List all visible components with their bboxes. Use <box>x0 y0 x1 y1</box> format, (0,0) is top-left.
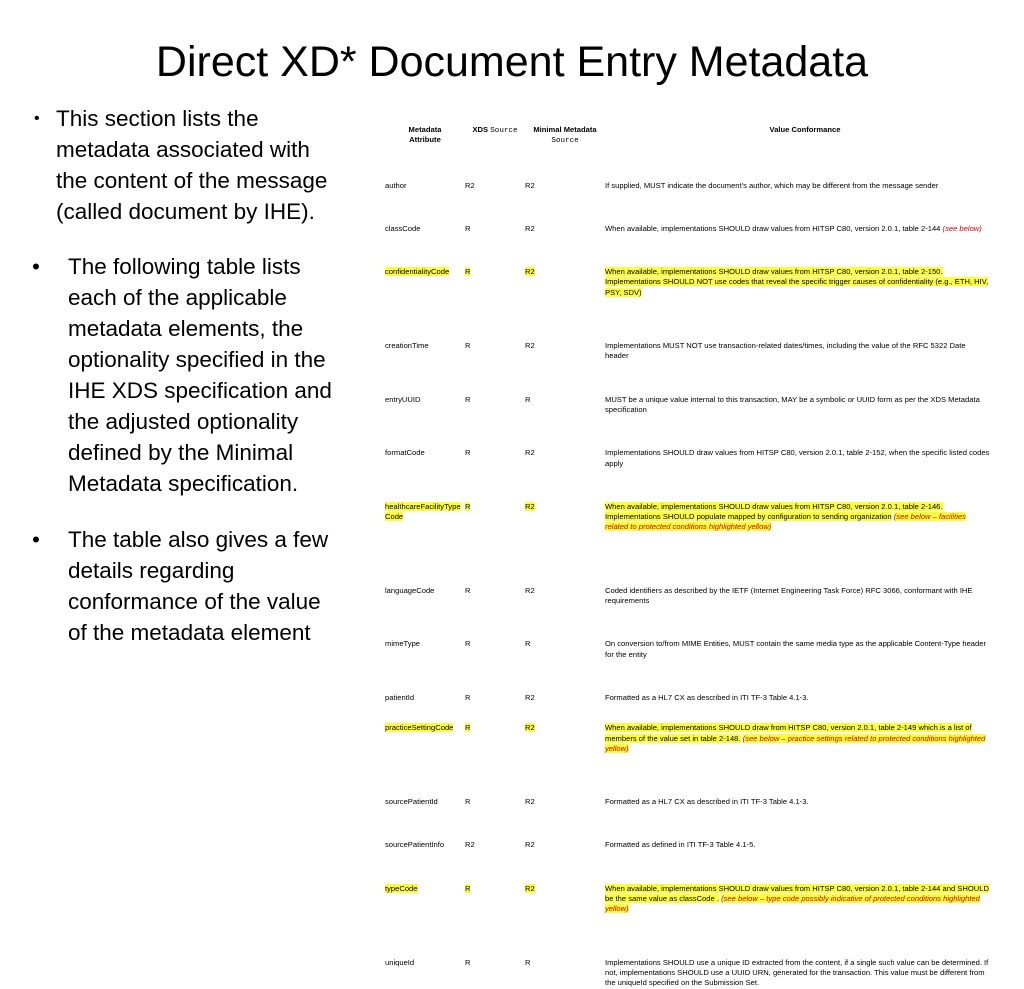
table-row <box>385 660 1005 703</box>
table-row <box>385 362 1005 416</box>
cell-minimal-source: R <box>525 394 531 404</box>
cell-xds-source: R <box>465 341 471 351</box>
cell-minimal-source: R <box>525 957 531 967</box>
conformance-text: Implementations SHOULD draw values from HITSP C80, version 2.0.1, table 2-152, when the specific listed codes apply <box>605 448 990 468</box>
cell-value-conformance <box>605 234 1005 298</box>
cell-value-conformance <box>605 415 1005 469</box>
cell-attribute: classCode <box>385 223 421 233</box>
header-value-conformance: Value Conformance <box>769 125 841 134</box>
table-row <box>385 754 1005 807</box>
cell-attribute: confidentialityCode <box>385 267 450 277</box>
bullet-glyph: • <box>34 110 40 127</box>
metadata-table-container <box>385 125 1010 989</box>
cell-minimal-source: R2 <box>525 501 535 511</box>
cell-value-conformance <box>605 533 1005 607</box>
table-body <box>385 157 1005 989</box>
cell-minimal-source: R2 <box>525 723 535 733</box>
cell-attribute: entryUUID <box>385 394 421 404</box>
cell-attribute: patientId <box>385 692 415 702</box>
conformance-text: When available, implementations SHOULD draw values from HITSP C80, version 2.0.1, table 2-146. Implementations SHOULD populate mapped by configuration to sending organization <box>605 501 943 522</box>
bullet-item <box>32 103 342 227</box>
table-row <box>385 157 1005 191</box>
cell-value-conformance <box>605 157 1005 191</box>
cell-attribute: practiceSettingCode <box>385 723 454 733</box>
bullet-text: The following table lists each of the applicable metadata elements, the optionality specified in the IHE XDS specification and the adjusted optionality defined by the Minimal Metadata specification. <box>68 254 332 496</box>
cell-attribute: formatCode <box>385 448 425 458</box>
cell-minimal-source: R2 <box>525 840 535 850</box>
cell-xds-source: R2 <box>465 180 475 190</box>
table-row <box>385 191 1005 234</box>
cell-xds-source: R2 <box>465 840 475 850</box>
table-row <box>385 415 1005 469</box>
table-row <box>385 915 1005 989</box>
conformance-note: (see below) <box>942 223 982 233</box>
cell-attribute: uniqueId <box>385 957 415 967</box>
slide-title: Direct XD* Document Entry Metadata <box>155 38 869 86</box>
cell-value-conformance <box>605 703 1005 754</box>
cell-attribute: sourcePatientInfo <box>385 840 445 850</box>
bullet-text: The table also gives a few details regarding conformance of the value of the metadata element <box>68 527 329 645</box>
conformance-text: MUST be a unique value internal to this transaction, MAY be a symbolic or UUID form as per the XDS Metadata specification <box>605 394 980 414</box>
cell-minimal-source: R2 <box>525 692 535 702</box>
table-row <box>385 606 1005 660</box>
cell-minimal-source: R2 <box>525 341 535 351</box>
conformance-text: When available, implementations SHOULD draw values from HITSP C80, version 2.0.1, table 2-144 <box>605 223 941 233</box>
cell-minimal-source: R2 <box>525 585 535 595</box>
cell-value-conformance <box>605 807 1005 850</box>
cell-xds-source: R <box>465 448 471 458</box>
conformance-text: If supplied, MUST indicate the document's author, which may be different from the message sender <box>605 180 939 190</box>
header-xds-source: XDS Source <box>472 125 518 135</box>
cell-xds-source: R <box>465 692 471 702</box>
conformance-text: Formatted as defined in ITI TF-3 Table 4.1-5. <box>605 840 756 850</box>
conformance-text: When available, implementations SHOULD draw values from HITSP C80, version 2.0.1, table 2-144 and SHOULD be the same value as classCode . <box>605 883 989 904</box>
bullet-text: This section lists the metadata associated with the content of the message (called document by IHE). <box>56 106 328 224</box>
table-header-row <box>385 125 1005 157</box>
cell-value-conformance <box>605 298 1005 362</box>
cell-xds-source: R <box>465 267 471 277</box>
cell-value-conformance <box>605 362 1005 416</box>
cell-minimal-source: R2 <box>525 180 535 190</box>
conformance-text: Implementations MUST NOT use transaction-related dates/times, including the value of the RFC 5322 Date header <box>605 341 966 361</box>
cell-value-conformance <box>605 754 1005 807</box>
table-row <box>385 298 1005 362</box>
cell-xds-source: R <box>465 723 471 733</box>
bullet-glyph: • <box>32 254 40 279</box>
header-metadata-attribute: Metadata Attribute <box>408 125 442 145</box>
cell-value-conformance <box>605 851 1005 915</box>
table-row <box>385 533 1005 607</box>
table-row <box>385 851 1005 915</box>
cell-xds-source: R <box>465 501 471 511</box>
cell-minimal-source: R2 <box>525 223 535 233</box>
conformance-note: (see below – facilities related to protected conditions highlighted yellow) <box>605 512 966 532</box>
cell-xds-source: R <box>465 883 471 893</box>
cell-xds-source: R <box>465 957 471 967</box>
table-row <box>385 469 1005 533</box>
cell-attribute: creationTime <box>385 341 429 351</box>
conformance-text: Formatted as a HL7 CX as described in ITI TF-3 Table 4.1-3. <box>605 692 809 702</box>
conformance-text: Formatted as a HL7 CX as described in ITI TF-3 Table 4.1-3. <box>605 797 809 807</box>
cell-attribute: mimeType <box>385 639 421 649</box>
cell-value-conformance <box>605 660 1005 703</box>
cell-value-conformance <box>605 915 1005 989</box>
cell-value-conformance <box>605 469 1005 533</box>
bullet-glyph: • <box>32 527 40 552</box>
cell-attribute: languageCode <box>385 585 435 595</box>
cell-attribute: healthcareFacilityTypeCode <box>385 501 461 522</box>
conformance-text: On conversion to/from MIME Entities, MUST contain the same media type as the applicable Content-Type header for the entity <box>605 639 986 659</box>
cell-value-conformance <box>605 606 1005 660</box>
cell-attribute: sourcePatientId <box>385 797 438 807</box>
table-row <box>385 703 1005 754</box>
conformance-note: (see below – type code possibly indicative of protected conditions highlighted yellow) <box>605 894 980 914</box>
cell-minimal-source: R2 <box>525 267 535 277</box>
conformance-text: When available, implementations SHOULD draw values from HITSP C80, version 2.0.1, table 2-150. Implementations SHOULD NOT use codes that reveal the specific trigger causes of confidentiality (e.g., ETH, HIV, PSY, SDV) <box>605 267 989 297</box>
conformance-text: When available, implementations SHOULD draw from HITSP C80, version 2.0.1, table 2-149 which is a list of members of the value set in table 2-148. <box>605 723 972 743</box>
conformance-text: Implementations SHOULD use a unique ID extracted from the content, if a single such value can be determined. If not, implementations SHOULD use a UUID URN, generated for the transaction. This value must be different from the uniqueId specified on the Submission Set. <box>605 957 989 988</box>
cell-xds-source: R <box>465 394 471 404</box>
cell-xds-source: R <box>465 223 471 233</box>
metadata-table <box>385 125 1005 989</box>
cell-attribute: author <box>385 180 407 190</box>
cell-minimal-source: R2 <box>525 883 535 893</box>
bullet-item <box>32 251 342 499</box>
cell-attribute: typeCode <box>385 883 418 893</box>
header-minimal-metadata-source: Minimal Metadata Source <box>533 125 597 146</box>
cell-xds-source: R <box>465 797 471 807</box>
table-row <box>385 807 1005 850</box>
table-row <box>385 234 1005 298</box>
cell-minimal-source: R2 <box>525 797 535 807</box>
bullet-item <box>32 524 342 648</box>
cell-minimal-source: R <box>525 639 531 649</box>
cell-xds-source: R <box>465 639 471 649</box>
cell-value-conformance <box>605 191 1005 234</box>
conformance-note: (see below – practice settings related to protected conditions highlighted yellow) <box>605 733 986 753</box>
cell-xds-source: R <box>465 585 471 595</box>
bullet-list <box>32 103 342 648</box>
cell-minimal-source: R2 <box>525 448 535 458</box>
conformance-text: Coded identifiers as described by the IETF (Internet Engineering Task Force) RFC 3066, conformant with IHE requirements <box>605 585 973 606</box>
